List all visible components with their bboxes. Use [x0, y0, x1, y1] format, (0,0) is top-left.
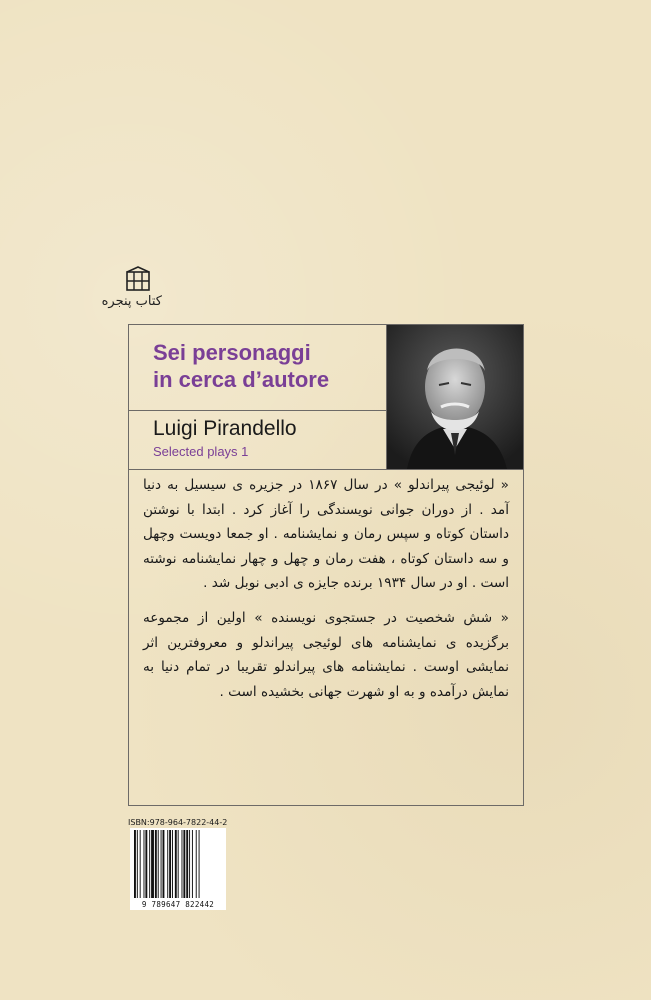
panel-divider [129, 469, 523, 470]
publisher-logo [101, 266, 162, 320]
book-title-line-1: Sei personaggi [153, 340, 311, 365]
barcode [130, 828, 226, 910]
author-box [129, 411, 387, 469]
description-paragraph-1: « لوئیجی پیراندلو » در سال ۱۸۶۷ در جزیره ی سیسیل به دنیا آمد . از دوران جوانی نویسندگی را آغاز کرد . ابتدا با نوشتن داستان کوتاه و سپس رمان و نمایشنامه . او جمعا دویست وچهل و سه داستان کوتاه ، هفت رمان و چهل و چهار نمایشنامه نوشته است . او در سال ۱۹۳۴ برنده جایزه ی ادبی نوبل شد . [143, 477, 509, 592]
book-subtitle: Selected plays 1 [153, 444, 249, 459]
barcode-number: 9 789647 822442 [141, 900, 215, 909]
publisher-name: کتاب پنجره [101, 294, 162, 309]
info-panel [128, 324, 524, 806]
description-text [143, 473, 509, 704]
title-box [129, 325, 387, 411]
window-grid-icon [114, 266, 162, 292]
isbn-label: ISBN:978-964-7822-44-2 [128, 818, 228, 827]
author-portrait-photo [387, 325, 523, 469]
description-paragraph-2: « شش شخصیت در جستجوی نویسنده » اولین از مجموعه برگزیده ی نمایشنامه های لوئیجی پیراندلو و معروفترین اثر نمایشی اوست . نمایشنامه های پیراندلو تقریبا در تمام دنیا به نمایش درآمده و به او شهرت جهانی بخشیده است . [143, 609, 509, 700]
author-name: Luigi Pirandello [153, 417, 297, 440]
book-title-line-2: in cerca d’autore [153, 367, 330, 392]
